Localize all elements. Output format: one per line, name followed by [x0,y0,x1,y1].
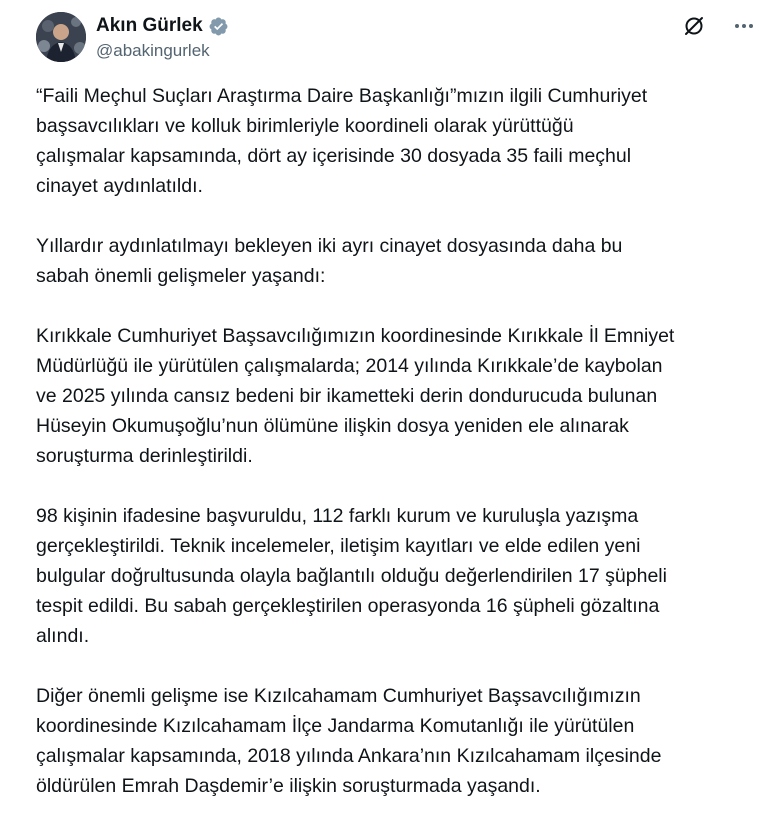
text-line: koordinesinde Kızılcahamam İlçe Jandarma Komutanlığı ile yürütülen [36,715,635,737]
text-line: 98 kişinin ifadesine başvuruldu, 112 farklı kurum ve kuruluşla yazışma [36,505,639,527]
text-line: Yıllardır aydınlatılmayı bekleyen iki ayrı cinayet dosyasında daha bu [36,235,623,257]
display-name[interactable]: Akın Gürlek [96,15,203,36]
author-names [96,14,229,61]
paragraph-2 [36,231,776,291]
text-line: Diğer önemli gelişme ise Kızılcahamam Cumhuriyet Başsavcılığımızın [36,685,641,707]
text-line: gerçekleştirildi. Teknik incelemeler, iletişim kayıtları ve elde edilen yeni [36,535,641,557]
text-line: sabah önemli gelişmeler yaşandı: [36,265,326,287]
paragraph-4 [36,501,776,651]
text-line: çalışmalar kapsamında, 2018 yılında Ankara’nın Kızılcahamam ilçesinde [36,745,662,767]
paragraph-1 [36,81,776,201]
verified-badge-icon [208,16,229,37]
text-line: Kırıkkale Cumhuriyet Başsavcılığımızın koordinesinde Kırıkkale İl Emniyet [36,325,675,347]
text-line: soruşturma derinleştirildi. [36,445,253,467]
paragraph-5 [36,681,776,801]
text-line: Müdürlüğü ile yürütülen çalışmalarda; 2014 yılında Kırıkkale’de kaybolan [36,355,663,377]
handle[interactable]: @abakingurlek [96,41,210,60]
text-line: başsavcılıkları ve kolluk birimleriyle koordineli olarak yürüttüğü [36,115,574,137]
paragraph-3 [36,321,776,471]
text-line: çalışmalar kapsamında, dört ay içerisinde 30 dosyada 35 faili meçhul [36,145,632,167]
text-line: tespit edildi. Bu sabah gerçekleştirilen operasyonda 16 şüpheli gözaltına [36,595,660,617]
text-line: alındı. [36,625,90,647]
text-line: “Faili Meçhul Suçları Araştırma Daire Başkanlığı”mızın ilgili Cumhuriyet [36,85,648,107]
tweet-text [36,81,776,831]
text-line: bulgular doğrultusunda olayla bağlantılı olduğu değerlendirilen 17 şüpheli [36,565,667,587]
avatar[interactable] [36,12,86,62]
text-line: cinayet aydınlatıldı. [36,175,203,197]
more-horizontal-icon[interactable] [732,14,756,38]
tweet-actions [682,14,756,38]
text-line: ve 2025 yılında cansız bedeni bir ikametteki derin dondurucuda bulunan [36,385,658,407]
text-line: öldürülen Emrah Daşdemir’e ilişkin soruşturmada yaşandı. [36,775,541,797]
tweet-header [36,12,756,64]
grok-icon[interactable] [682,14,706,38]
text-line: Hüseyin Okumuşoğlu’nun ölümüne ilişkin dosya yeniden ele alınarak [36,415,629,437]
